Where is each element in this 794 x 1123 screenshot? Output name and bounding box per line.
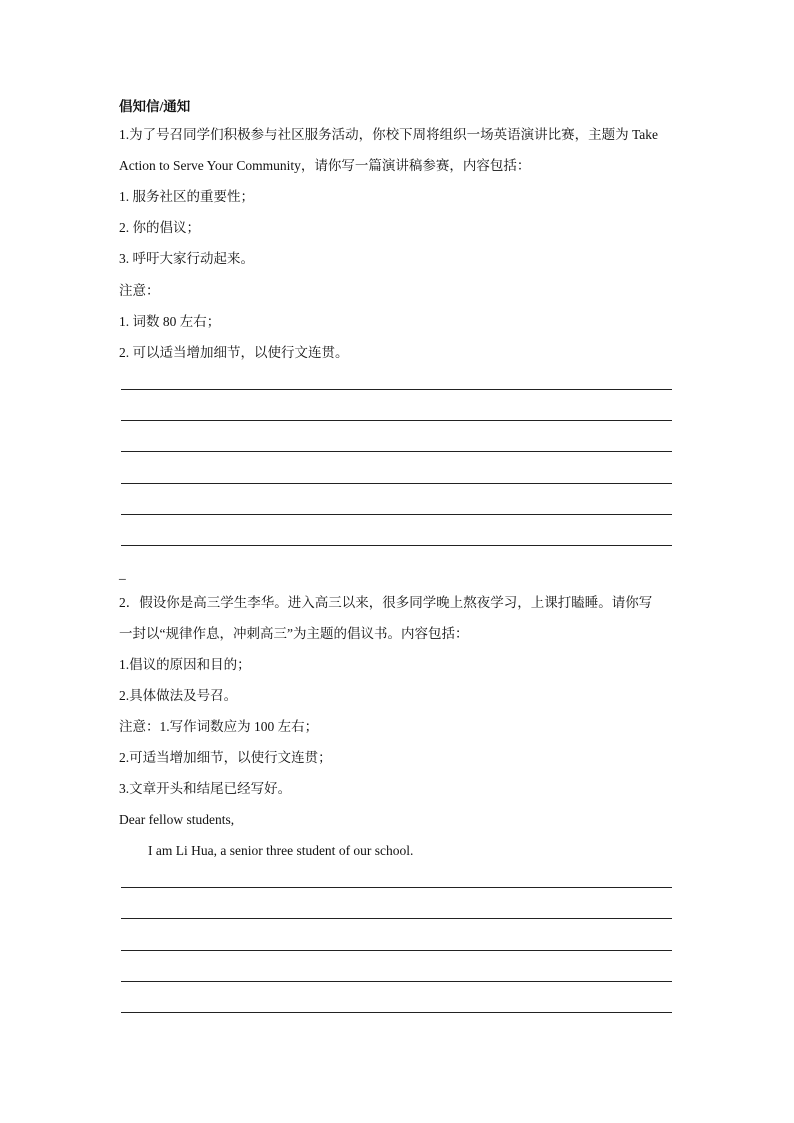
- answer-line: [121, 981, 672, 982]
- q2-point-1: 1.倡议的原因和目的；: [119, 657, 251, 672]
- answer-line: [121, 918, 672, 919]
- q1-prompt-line2: Action to Serve Your Community，请你写一篇演讲稿参赛，内容包括：: [119, 158, 531, 173]
- answer-line: [121, 514, 672, 515]
- q2-note-2: 2.可适当增加细节，以使行文连贯；: [119, 750, 332, 765]
- q2-prompt-line1: 2．假设你是高三学生李华。进入高三以来，很多同学晚上熬夜学习，上课打瞌睡。请你写: [119, 595, 653, 610]
- answer-line: [121, 483, 672, 484]
- q2-note-1: 注意：1.写作词数应为 100 左右；: [119, 719, 319, 734]
- answer-line: [121, 420, 672, 421]
- section-title: 倡知信/通知: [119, 99, 191, 114]
- q1-note-2: 2. 可以适当增加细节，以使行文连贯。: [119, 345, 349, 360]
- q2-point-2: 2.具体做法及号召。: [119, 688, 238, 703]
- q1-point-1: 1. 服务社区的重要性；: [119, 189, 254, 204]
- q1-prompt-line1: 1.为了号召同学们积极参与社区服务活动，你校下周将组织一场英语演讲比赛，主题为 Take: [119, 127, 659, 142]
- q1-point-2: 2. 你的倡议；: [119, 220, 200, 235]
- salutation: Dear fellow students,: [119, 812, 235, 827]
- q2-prompt-line2: 一封以“规律作息，冲刺高三”为主题的倡议书。内容包括：: [119, 626, 469, 641]
- opening-sentence: I am Li Hua, a senior three student of our school.: [148, 843, 414, 858]
- separator-mark: _: [119, 566, 126, 581]
- q1-point-3: 3. 呼吁大家行动起来。: [119, 251, 254, 266]
- answer-line: [121, 950, 672, 951]
- answer-line: [121, 545, 672, 546]
- answer-line: [121, 451, 672, 452]
- q1-note-label: 注意：: [119, 283, 160, 298]
- answer-line: [121, 389, 672, 390]
- answer-line: [121, 887, 672, 888]
- answer-line: [121, 1012, 672, 1013]
- q1-note-1: 1. 词数 80 左右；: [119, 314, 221, 329]
- q2-note-3: 3.文章开头和结尾已经写好。: [119, 781, 292, 796]
